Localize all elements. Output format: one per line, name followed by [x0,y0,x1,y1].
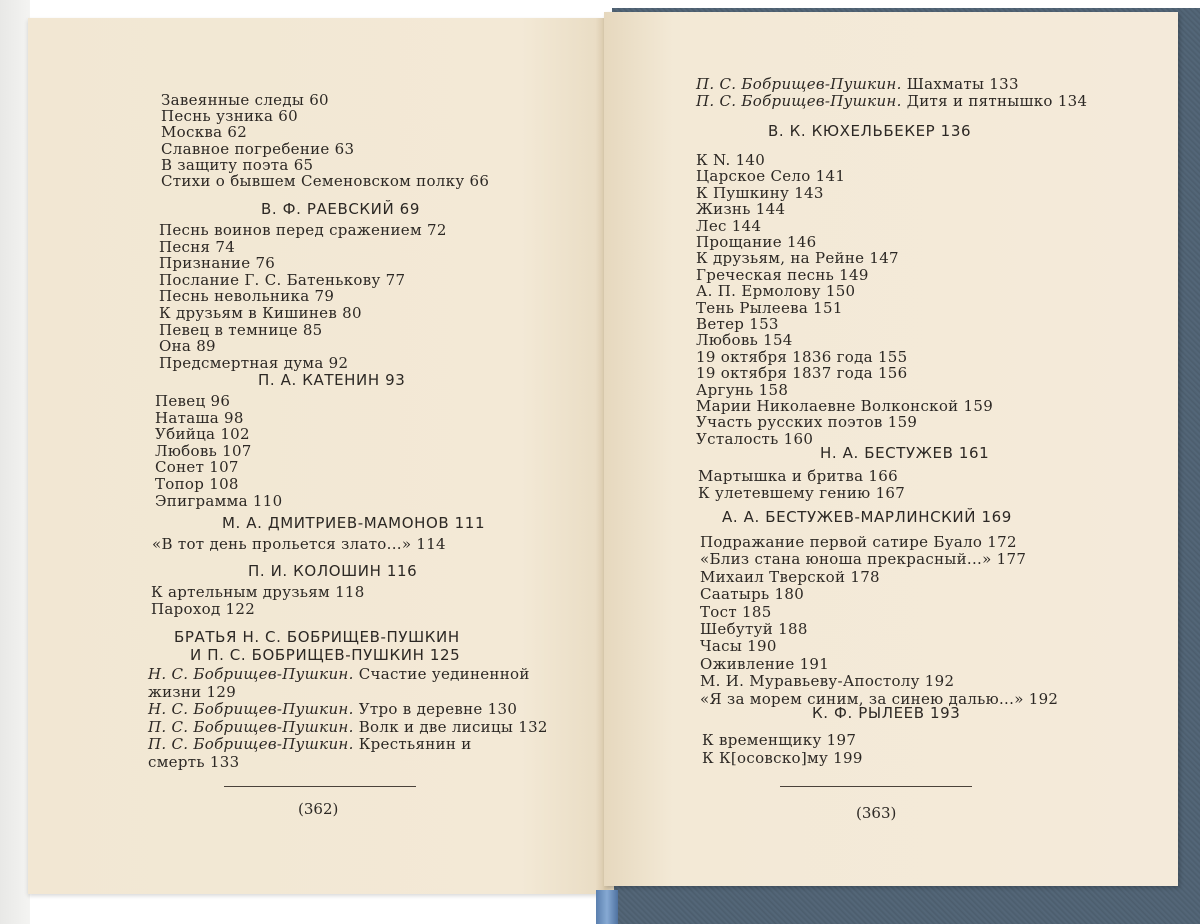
footer-rule [780,786,972,787]
toc-entry: К друзьям, на Рейне 147 [696,249,899,268]
toc-entry: Царское Село 141 [696,167,846,186]
toc-entry [148,719,548,735]
toc-entry: Песнь воинов перед сражением 72 [159,221,447,239]
toc-entry: К улетевшему гению 167 [698,484,906,502]
toc-entry: 19 октября 1836 года 155 [696,347,908,366]
toc-entry-title: Шахматы 133 [906,75,1019,93]
toc-entry: Ветер 153 [696,315,779,333]
toc-entry-title: Крестьянин и [358,735,472,754]
toc-entry: «Близ стана юноша прекрасный...» 177 [700,550,1027,569]
toc-entry: Стихи о бывшем Семеновском полку 66 [161,172,490,190]
toc-entry-author: Н. С. Бобрищев-Пушкин. [148,700,354,719]
toc-entry: «В тот день прольется злато...» 114 [152,535,446,553]
toc-entry: Послание Г. С. Батенькову 77 [159,270,406,289]
toc-entry: Сонет 107 [155,458,239,477]
toc-entry: Топор 108 [155,475,239,493]
toc-entry: Михаил Тверской 178 [700,567,880,586]
toc-entry: Усталость 160 [696,429,814,448]
author-heading: М. А. ДМИТРИЕВ-МАМОНОВ 111 [222,514,486,532]
toc-entry: Шебутуй 188 [700,620,808,638]
bookmark-ribbon [596,890,618,924]
toc-entry: М. И. Муравьеву-Апостолу 192 [700,672,955,691]
author-heading: К. Ф. РЫЛЕЕВ 193 [812,704,961,722]
author-heading: П. А. КАТЕНИН 93 [258,371,406,389]
author-heading: В. К. КЮХЕЛЬБЕКЕР 136 [768,122,972,140]
toc-entry: Участь русских поэтов 159 [696,413,918,432]
toc-entry [696,76,1019,92]
toc-entry: Мартышка и бритва 166 [698,467,898,485]
toc-entry: В защиту поэта 65 [161,155,314,174]
toc-entry: Эпиграмма 110 [155,491,283,510]
page-number: (362) [298,800,339,818]
toc-entry: Она 89 [159,337,216,356]
toc-entry: Подражание первой сатире Буало 172 [700,533,1017,551]
page-number: (363) [856,804,897,822]
toc-entry-title: жизни 129 [148,682,237,701]
toc-entry: К Пушкину 143 [696,183,824,202]
toc-entry: Греческая песнь 149 [696,265,869,284]
toc-entry: Завеянные следы 60 [161,91,329,109]
toc-entry: К N. 140 [696,151,766,169]
toc-entry: Песнь невольника 79 [159,287,335,306]
toc-entry: Песня 74 [159,237,236,256]
toc-entry: Жизнь 144 [696,200,786,219]
toc-entry: Любовь 154 [696,331,793,350]
toc-entry: Песнь узника 60 [161,107,298,126]
toc-entry [148,701,517,717]
book-cover-left [0,0,30,924]
toc-entry-author: П. С. Бобрищев-Пушкин. [696,92,902,110]
footer-rule [224,786,416,787]
toc-entry: Певец в темнице 85 [159,320,323,339]
toc-entry: Предсмертная дума 92 [159,353,349,372]
author-heading: П. И. КОЛОШИН 116 [248,562,418,580]
toc-entry: Москва 62 [161,123,248,142]
toc-entry: Марии Николаевне Волконской 159 [696,397,994,415]
toc-entry: Признание 76 [159,254,276,273]
toc-entry: Тост 185 [700,602,772,621]
toc-entry [148,736,472,752]
toc-entry [148,754,239,770]
toc-entry: Певец 96 [155,392,231,410]
toc-entry: К артельным друзьям 118 [151,583,365,601]
toc-entry: Убийца 102 [155,425,250,444]
toc-entry-title: Дитя и пятнышко 134 [906,92,1088,110]
author-heading: Н. А. БЕСТУЖЕВ 161 [820,444,990,462]
toc-entry [696,93,1087,109]
toc-entry: Прощание 146 [696,233,817,251]
toc-entry-title: смерть 133 [148,753,240,771]
toc-entry: К друзьям в Кишинев 80 [159,304,362,322]
toc-entry: Саатырь 180 [700,585,805,604]
left-page [28,18,608,894]
toc-entry-title: Утро в деревне 130 [358,700,518,719]
author-heading: А. А. БЕСТУЖЕВ-МАРЛИНСКИЙ 169 [722,508,1012,526]
author-heading: В. Ф. РАЕВСКИЙ 69 [261,200,420,218]
toc-entry: 19 октября 1837 года 156 [696,364,908,383]
author-heading: БРАТЬЯ Н. С. БОБРИЩЕВ-ПУШКИН [174,628,460,646]
toc-entry [148,684,236,700]
toc-entry: Тень Рылеева 151 [696,298,843,317]
toc-entry: Любовь 107 [155,441,252,460]
toc-entry: Славное погребение 63 [161,139,355,158]
toc-entry: «Я за морем синим, за синею далью...» 192 [700,689,1059,708]
toc-entry-title: Счастие уединенной [358,665,530,683]
toc-entry: К К[осовско]му 199 [702,749,863,767]
toc-entry: А. П. Ермолову 150 [696,282,856,301]
toc-entry: К временщику 197 [702,731,857,749]
toc-entry-author: П. С. Бобрищев-Пушкин. [148,735,354,754]
toc-entry-author: Н. С. Бобрищев-Пушкин. [148,665,354,683]
toc-entry: Оживление 191 [700,654,830,673]
toc-entry [148,666,530,682]
toc-entry-author: П. С. Бобрищев-Пушкин. [148,717,354,736]
toc-entry: Наташа 98 [155,408,244,427]
toc-entry: Аргунь 158 [696,380,789,399]
toc-entry: Лес 144 [696,216,762,235]
toc-entry: Часы 190 [700,637,777,656]
toc-entry: Пароход 122 [151,599,256,618]
toc-entry-author: П. С. Бобрищев-Пушкин. [696,75,902,93]
toc-entry-title: Волк и две лисицы 132 [358,717,548,736]
right-page [604,12,1178,886]
author-heading: И П. С. БОБРИЩЕВ-ПУШКИН 125 [190,646,461,664]
